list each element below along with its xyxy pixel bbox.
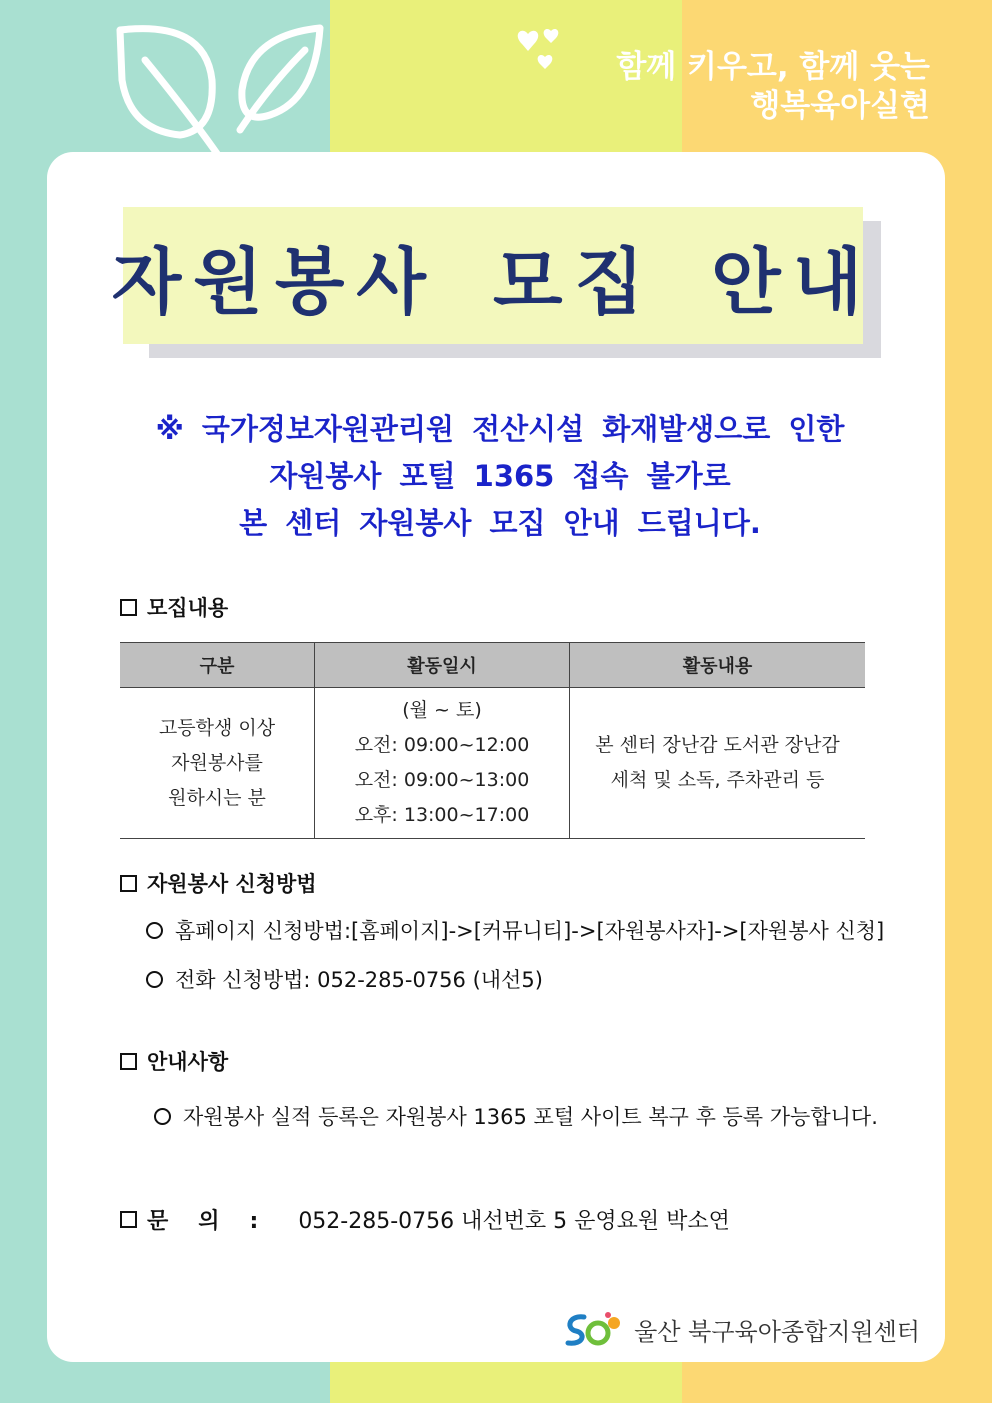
footer-logo bbox=[562, 1309, 920, 1349]
info-item-text: 자원봉사 실적 등록은 자원봉사 1365 포털 사이트 복구 후 등록 가능합니다. bbox=[183, 1105, 878, 1129]
center-logo-icon bbox=[562, 1309, 624, 1349]
checkbox-square-icon bbox=[120, 599, 137, 616]
circle-bullet-icon bbox=[146, 971, 163, 988]
schedule-slot-3: 오후: 13:00~17:00 bbox=[354, 804, 530, 826]
circle-bullet-icon bbox=[154, 1108, 171, 1125]
section-apply-label: 자원봉사 신청방법 bbox=[147, 872, 317, 896]
title-box bbox=[111, 207, 875, 344]
contact bbox=[120, 1204, 730, 1235]
schedule-days: (월 ~ 토) bbox=[402, 699, 482, 721]
section-recruit-heading bbox=[120, 592, 228, 622]
cell-activity bbox=[570, 688, 866, 839]
contact-text: 052-285-0756 내선번호 5 운영요원 박소연 bbox=[298, 1209, 730, 1234]
checkbox-square-icon bbox=[120, 875, 137, 892]
recruit-table bbox=[120, 642, 865, 839]
checkbox-square-icon bbox=[120, 1053, 137, 1070]
info-item bbox=[154, 1101, 878, 1131]
notice-line-1: ※ 국가정보자원관리원 전산시설 화재발생으로 인한 bbox=[155, 412, 845, 446]
notice-line-2: 자원봉사 포털 1365 접속 불가로 bbox=[269, 459, 731, 493]
slogan-line-2: 행복육아실현 bbox=[750, 88, 930, 124]
table-header-row bbox=[120, 643, 865, 688]
cell-target bbox=[120, 688, 315, 839]
schedule-slot-1: 오전: 09:00~12:00 bbox=[354, 734, 530, 756]
apply-phone bbox=[146, 964, 543, 994]
cell-schedule bbox=[315, 688, 570, 839]
header-activity: 활동내용 bbox=[570, 643, 866, 688]
page-title: 자원봉사 모집 안내 bbox=[111, 239, 875, 324]
table-row bbox=[120, 688, 865, 839]
activity-line-2: 세척 및 소독, 주차관리 등 bbox=[610, 769, 825, 791]
notice bbox=[100, 406, 900, 547]
hearts-icon bbox=[508, 24, 570, 74]
header-schedule: 활동일시 bbox=[315, 643, 570, 688]
apply-homepage-text: 홈페이지 신청방법:[홈페이지]->[커뮤니티]->[자원봉사자]->[자원봉사 신청] bbox=[175, 919, 885, 943]
footer-org-name: 울산 북구육아종합지원센터 bbox=[634, 1317, 920, 1346]
circle-bullet-icon bbox=[146, 922, 163, 939]
activity-line-1: 본 센터 장난감 도서관 장난감 bbox=[595, 734, 840, 756]
target-line-2: 자원봉사를 bbox=[171, 751, 263, 774]
schedule-slot-2: 오전: 09:00~13:00 bbox=[354, 769, 530, 791]
apply-phone-text: 전화 신청방법: 052-285-0756 (내선5) bbox=[175, 968, 543, 992]
section-info-label: 안내사항 bbox=[147, 1050, 229, 1074]
contact-label: 문의: bbox=[147, 1209, 289, 1234]
section-apply-heading bbox=[120, 868, 317, 898]
target-line-1: 고등학생 이상 bbox=[158, 716, 276, 739]
leaves-icon bbox=[110, 20, 340, 160]
notice-line-3: 본 센터 자원봉사 모집 안내 드립니다. bbox=[239, 506, 761, 540]
section-recruit-label: 모집내용 bbox=[147, 596, 229, 620]
checkbox-square-icon bbox=[120, 1211, 137, 1228]
slogan-line-1: 함께 키우고, 함께 웃는 bbox=[616, 49, 930, 85]
section-info-heading bbox=[120, 1046, 228, 1076]
target-line-3: 원하시는 분 bbox=[168, 786, 266, 809]
slogan bbox=[616, 48, 930, 126]
apply-homepage bbox=[146, 915, 884, 945]
header-category: 구분 bbox=[120, 643, 315, 688]
